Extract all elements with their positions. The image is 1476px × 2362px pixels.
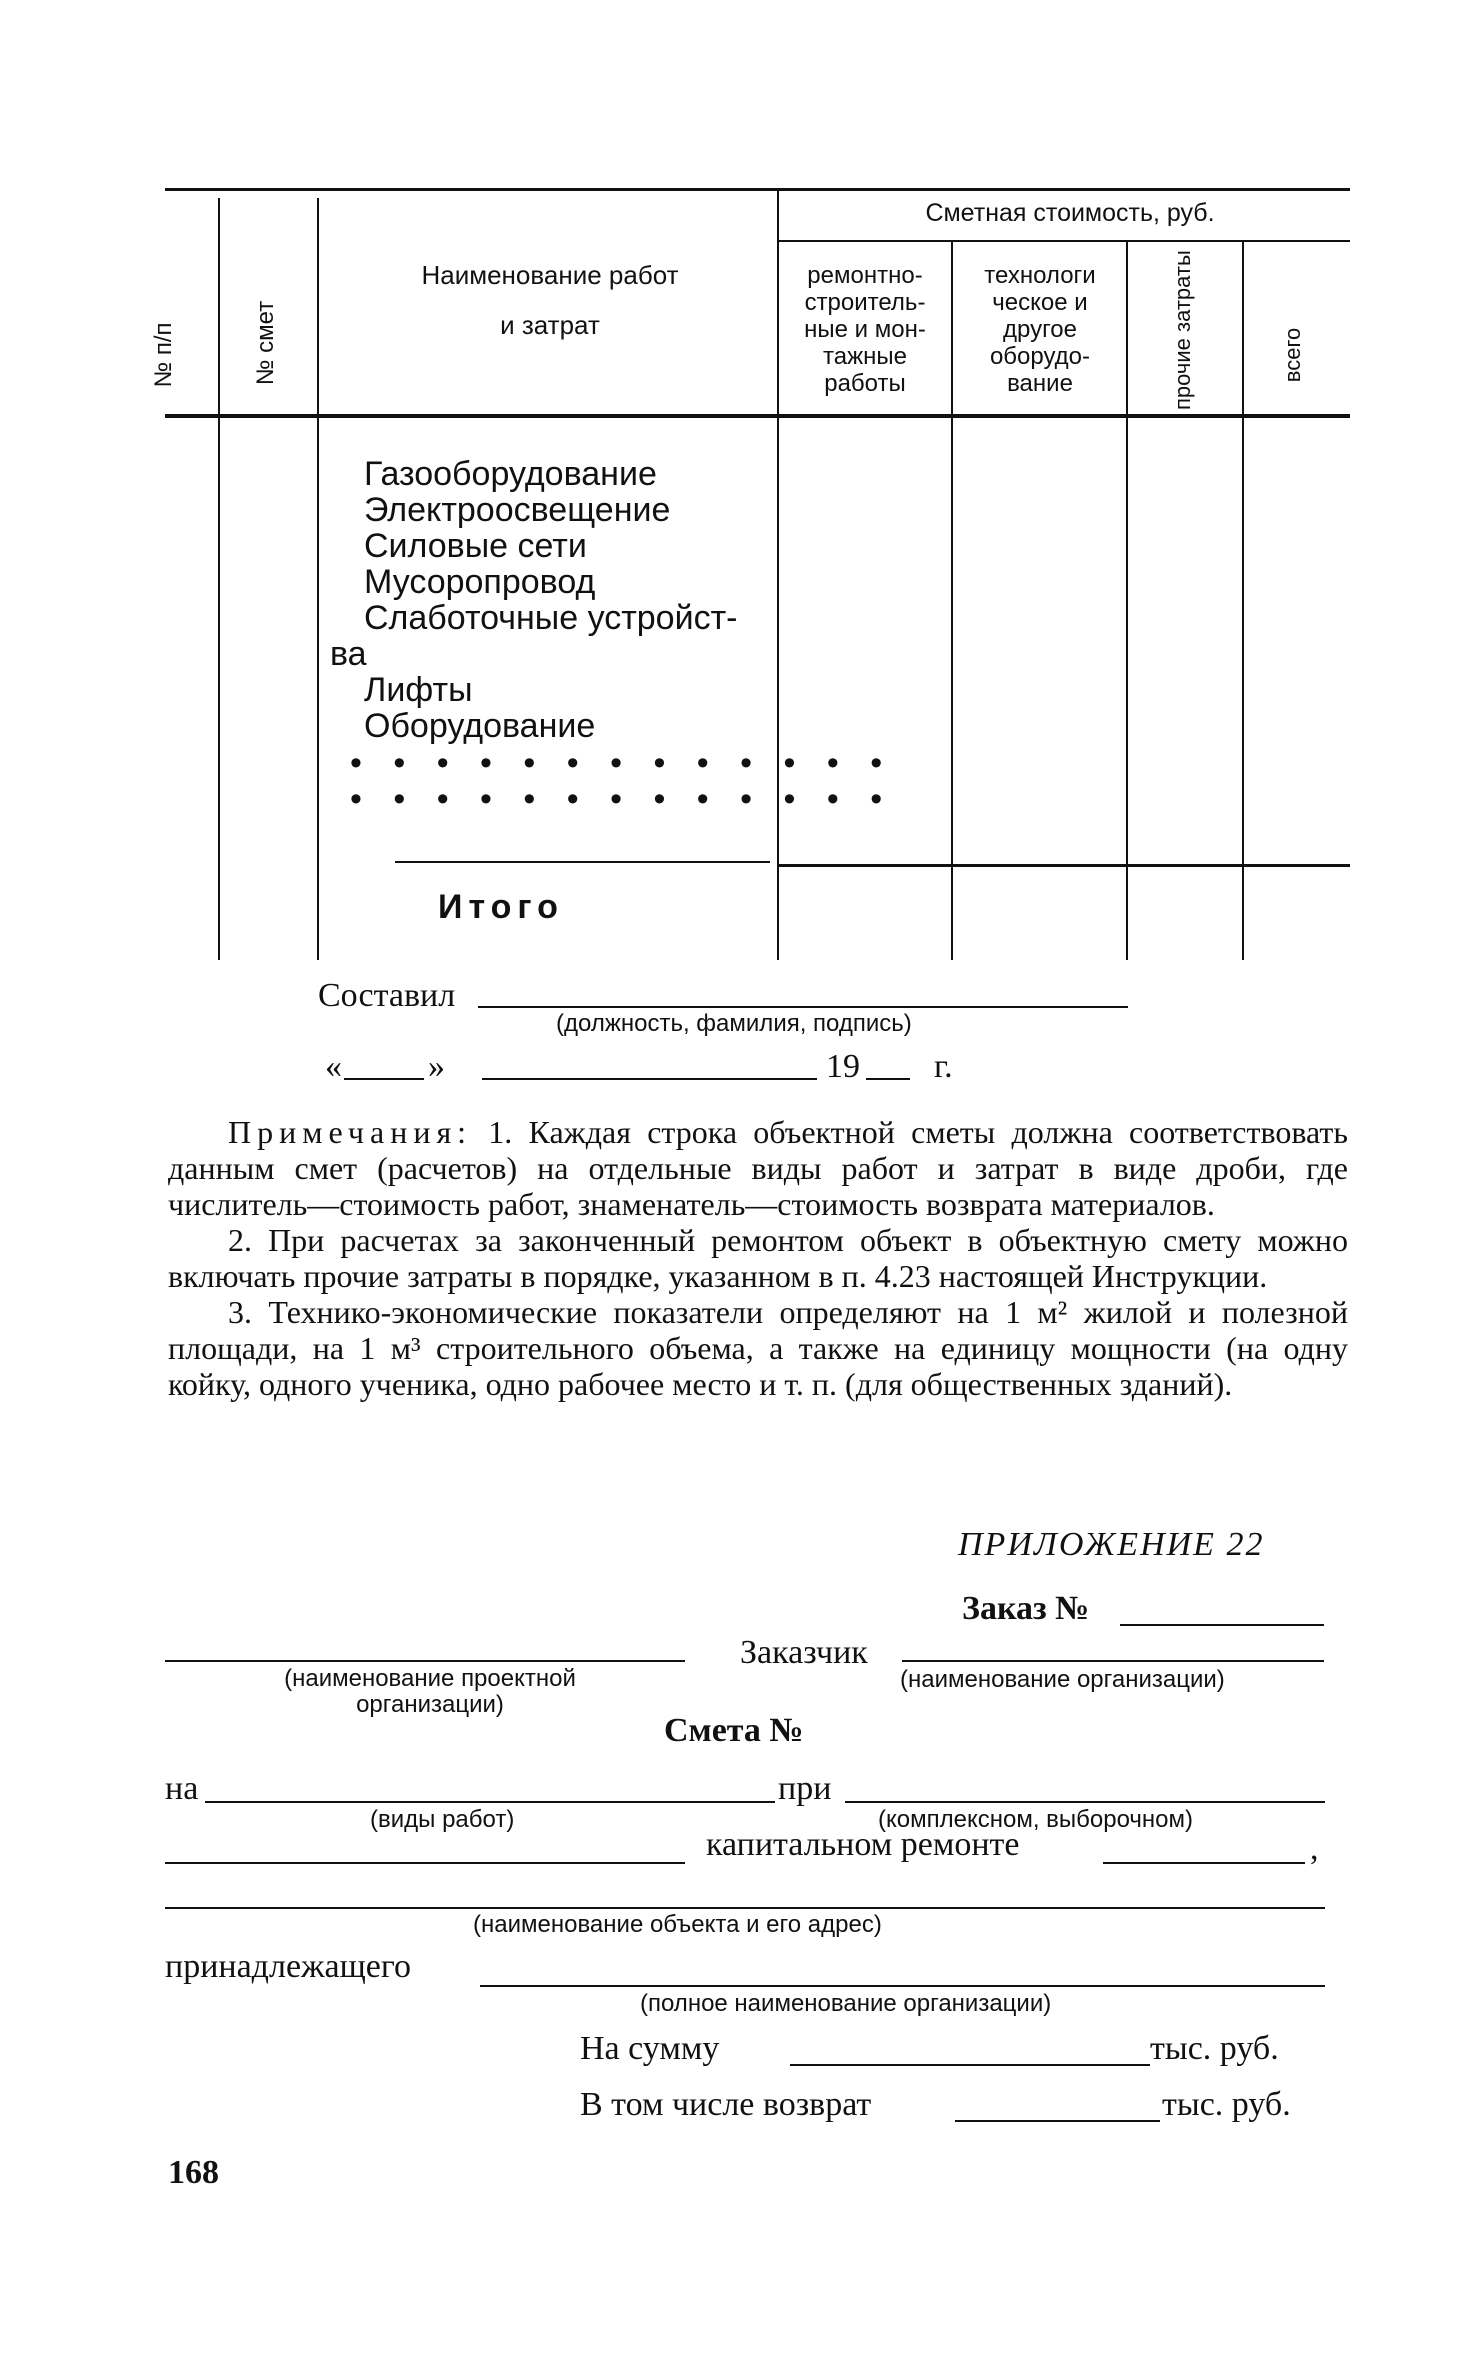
date-close-quote: » [428,1048,445,1085]
dotted-row: • • • • • • • • • • • • • [350,744,894,782]
col-divider-6 [1242,242,1244,960]
table-top-rule [165,188,1350,191]
col-divider-2 [317,198,319,960]
month-line [482,1078,817,1080]
col-divider-1 [218,198,220,960]
na-label: на [165,1770,199,1807]
dotted-row: • • • • • • • • • • • • • [350,780,894,818]
notes-heading: Примечания: [228,1114,473,1150]
work-types-caption: (виды работ) [370,1806,515,1833]
year-suffix: г. [934,1048,953,1085]
values-total-rule [778,864,1350,867]
col-divider-5 [1126,242,1128,960]
customer-line [902,1660,1324,1662]
table-row-item: Силовые сети [364,527,587,565]
capital-prefix-line [165,1862,685,1864]
belonging-label: принадлежащего [165,1948,411,1985]
including-line [955,2120,1160,2122]
complex-caption: (комплексном, выборочном) [878,1806,1194,1833]
order-label: Заказ № [962,1590,1090,1627]
order-line [1120,1624,1324,1626]
col-other-label: прочие затраты [1170,250,1195,410]
object-line [165,1907,1325,1909]
pri-label: при [778,1770,832,1807]
appendix-title: ПРИЛОЖЕНИЕ 22 [958,1526,1265,1563]
sum-label: На сумму [580,2030,720,2067]
col-name-label-2: и затрат [500,310,600,340]
note-1: 1. Каждая строка объектной сметы должна соответствовать данным смет (расчетов) на отдельные виды работ и затрат в виде дроби, где числитель—стоимость работ, знаменатель—стоимость возврата материалов. [168,1114,1349,1222]
col-divider-3 [777,190,779,960]
signature-caption: (должность, фамилия, подпись) [556,1010,912,1037]
table-row-item: Слаботочные устройст- [364,599,738,637]
estimate-title: Смета № [664,1712,804,1749]
note-2: 2. При расчетах за законченный ремонтом объект в объектную смету можно включать прочие затраты в порядке, указанном в п. 4.23 настоящей Инструкции. [168,1222,1348,1294]
col-name-label-1: Наименование работ [421,260,679,290]
composed-label: Составил [318,977,456,1014]
including-label: В том числе возврат [580,2086,872,2123]
header-bottom-rule [165,414,1350,418]
complex-line [845,1801,1325,1803]
table-row-item: Электроосвещение [364,491,671,529]
table-row-item: ва [330,635,367,673]
col-smet-label: № смет [252,300,279,386]
table-row-item: Лифты [364,671,473,709]
org-name-caption: (наименование организации) [900,1666,1225,1693]
capital-comma: , [1310,1830,1319,1867]
page-number: 168 [168,2154,219,2191]
header-group-label: Сметная стоимость, руб. [925,199,1215,227]
design-org-caption: (наименование проектной организации) [284,1665,576,1718]
col-num-label: № п/п [150,322,177,388]
col-total-label: всего [1280,327,1305,383]
design-org-line [165,1660,685,1662]
table-row-item: Мусоропровод [364,563,596,601]
capital-label: капитальном ремонте [706,1826,1020,1863]
belonging-line [480,1985,1325,1987]
total-label: Итого [438,888,564,926]
sum-unit: тыс. руб. [1150,2030,1279,2067]
object-caption: (наименование объекта и его адрес) [473,1911,882,1938]
year-prefix: 19 [826,1048,860,1085]
table-row-item: Оборудование [364,707,596,745]
work-types-line [205,1801,775,1803]
name-total-rule [395,861,770,863]
header-group-rule [778,240,1350,242]
including-unit: тыс. руб. [1162,2086,1291,2123]
table-row-item: Газооборудование [364,455,657,493]
signature-line [478,1006,1128,1008]
year-line [866,1078,910,1080]
full-org-caption: (полное наименование организации) [640,1990,1052,2017]
day-line [344,1078,424,1080]
capital-suffix-line [1103,1862,1305,1864]
date-open-quote: « [325,1048,342,1085]
customer-label: Заказчик [740,1634,868,1671]
notes-section [168,1114,1348,1402]
sum-line [790,2064,1150,2066]
note-3: 3. Технико-экономические показатели определяют на 1 м² жилой и полезной площади, на 1 м³ строительного объема, а также на единицу мощности (на одну койку, одного ученика, одно рабочее место и т. п. (для общественных зданий). [168,1294,1348,1402]
col-divider-4 [951,242,953,960]
